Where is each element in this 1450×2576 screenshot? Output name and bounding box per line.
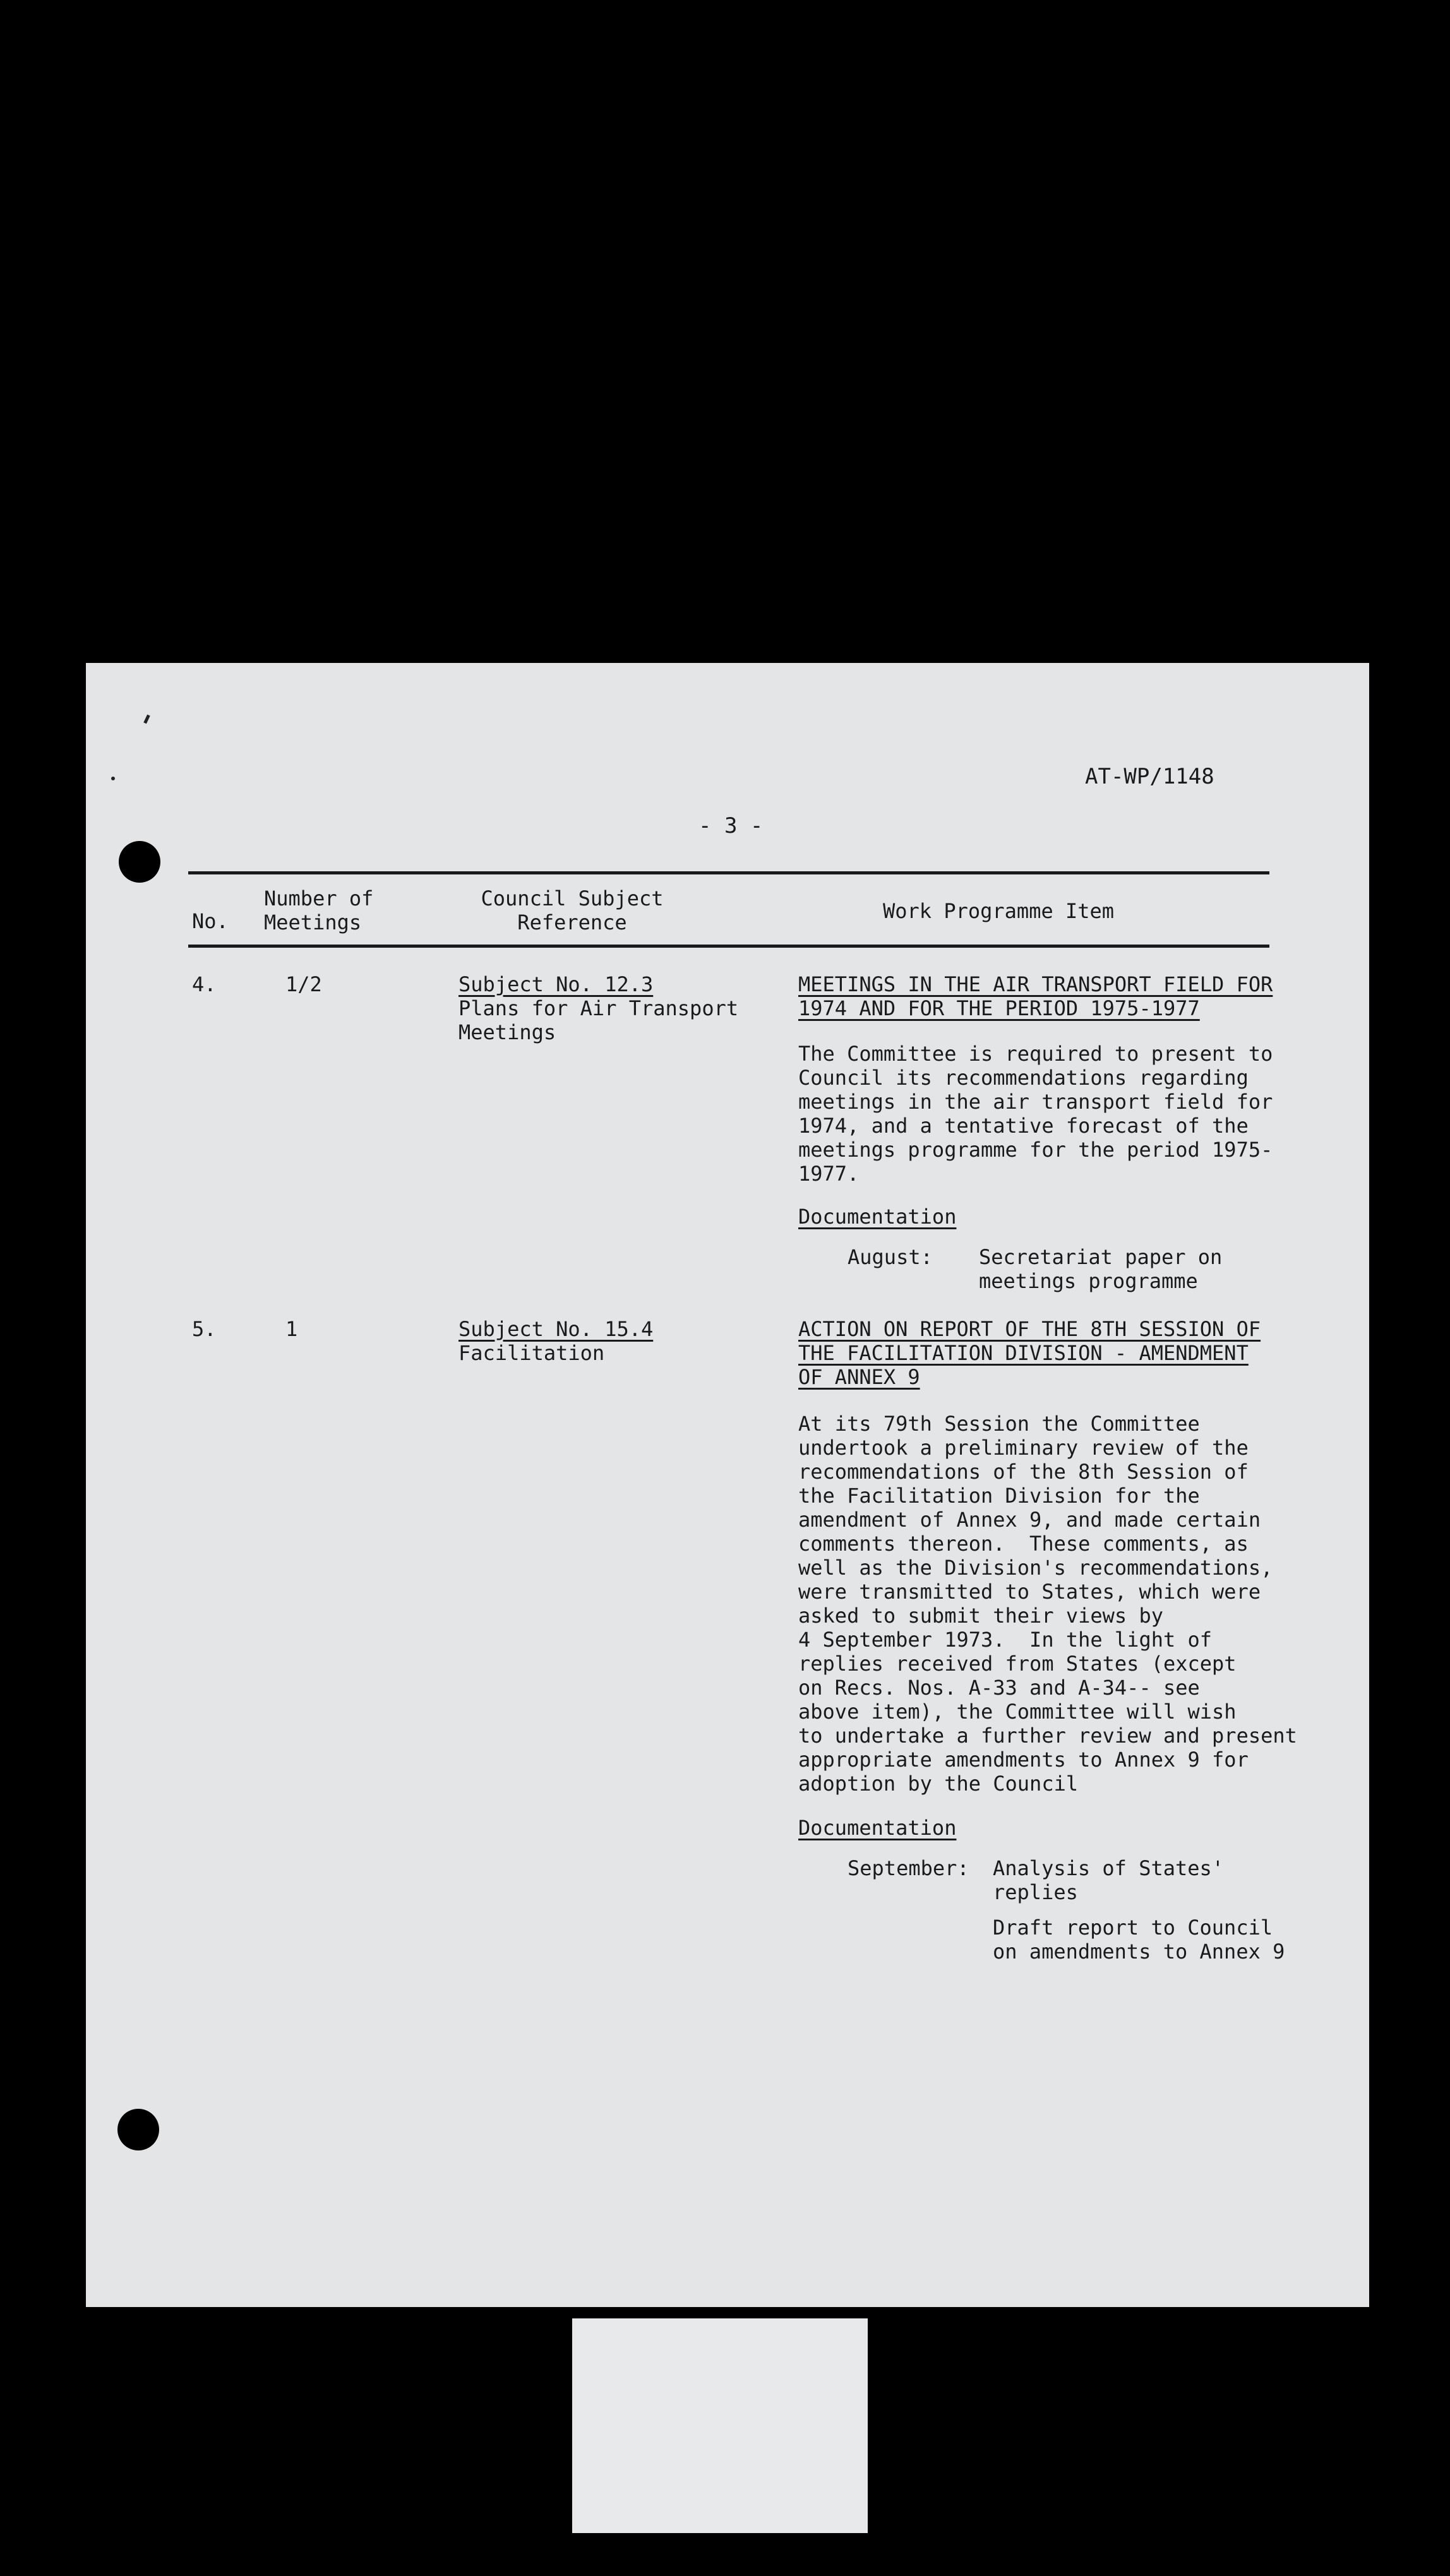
header-meetings-line2: Meetings <box>264 910 362 934</box>
item-body-line: adoption by the Council <box>798 1772 1079 1796</box>
header-work-item: Work Programme Item <box>883 899 1115 923</box>
item-body-line: on Recs. Nos. A-33 and A-34-- see <box>798 1676 1200 1700</box>
documentation-month: August: <box>848 1245 933 1269</box>
item-body-line: replies received from States (except <box>798 1652 1237 1676</box>
punch-hole-bottom <box>117 2109 159 2150</box>
documentation-label: Documentation <box>798 1816 957 1840</box>
item-body-line: undertook a preliminary review of the <box>798 1436 1249 1460</box>
subject-title-line: Meetings <box>458 1020 556 1044</box>
documentation-month: September: <box>848 1856 969 1880</box>
documentation-entry: Secretariat paper on <box>979 1245 1223 1269</box>
item-body-line: 4 September 1973. In the light of <box>798 1628 1213 1652</box>
document-id: AT-WP/1148 <box>1085 764 1214 789</box>
item-title-line: OF ANNEX 9 <box>798 1365 920 1389</box>
row-meetings: 1/2 <box>285 972 322 996</box>
ink-speck <box>111 777 115 780</box>
documentation-entry: on amendments to Annex 9 <box>993 1940 1285 1964</box>
blank-card <box>572 2318 868 2533</box>
item-body-line: meetings programme for the period 1975- <box>798 1138 1273 1162</box>
item-body-line: to undertake a further review and present <box>798 1724 1297 1748</box>
documentation-entry: Draft report to Council <box>993 1916 1273 1940</box>
header-bottom-rule <box>188 945 1269 948</box>
item-body-line: above item), the Committee will wish <box>798 1700 1237 1724</box>
item-body-line: amendment of Annex 9, and made certain <box>798 1508 1261 1532</box>
header-subject-line1: Council Subject <box>481 886 664 910</box>
item-body-line: meetings in the air transport field for <box>798 1090 1273 1114</box>
item-body-line: 1977. <box>798 1162 860 1186</box>
item-body-line: 1974, and a tentative forecast of the <box>798 1114 1249 1138</box>
header-meetings-line1: Number of <box>264 886 374 910</box>
item-body-line: recommendations of the 8th Session of <box>798 1460 1249 1484</box>
item-body-line: appropriate amendments to Annex 9 for <box>798 1748 1249 1772</box>
item-title-line: ACTION ON REPORT OF THE 8TH SESSION OF <box>798 1317 1261 1341</box>
item-body-line: The Committee is required to present to <box>798 1042 1273 1066</box>
item-title-line: THE FACILITATION DIVISION - AMENDMENT <box>798 1341 1249 1365</box>
punch-hole-top <box>119 841 160 883</box>
header-top-rule <box>188 871 1269 874</box>
subject-reference: Subject No. 12.3 <box>458 972 654 996</box>
page-number: - 3 - <box>698 813 764 838</box>
item-body-line: were transmitted to States, which were <box>798 1580 1261 1604</box>
subject-reference: Subject No. 15.4 <box>458 1317 654 1341</box>
header-subject-line2: Reference <box>517 910 627 934</box>
item-body-line: asked to submit their views by <box>798 1604 1163 1628</box>
row-number: 5. <box>192 1317 217 1341</box>
subject-title-line: Facilitation <box>458 1341 605 1365</box>
item-title-line: 1974 AND FOR THE PERIOD 1975-1977 <box>798 996 1200 1020</box>
item-body-line: well as the Division's recommendations, <box>798 1556 1273 1580</box>
item-body-line: the Facilitation Division for the <box>798 1484 1200 1508</box>
subject-title-line: Plans for Air Transport <box>458 996 739 1020</box>
row-meetings: 1 <box>285 1317 298 1341</box>
item-title-line: MEETINGS IN THE AIR TRANSPORT FIELD FOR <box>798 972 1273 996</box>
documentation-label: Documentation <box>798 1205 957 1229</box>
documentation-entry: meetings programme <box>979 1269 1198 1293</box>
header-no: No. <box>192 909 229 933</box>
documentation-entry: Analysis of States' <box>993 1856 1225 1880</box>
item-body-line: Council its recommendations regarding <box>798 1066 1249 1090</box>
ink-speck <box>143 715 150 724</box>
documentation-entry: replies <box>993 1880 1078 1904</box>
item-body-line: comments thereon. These comments, as <box>798 1532 1249 1556</box>
document-page <box>86 663 1369 2307</box>
row-number: 4. <box>192 972 217 996</box>
item-body-line: At its 79th Session the Committee <box>798 1412 1200 1436</box>
